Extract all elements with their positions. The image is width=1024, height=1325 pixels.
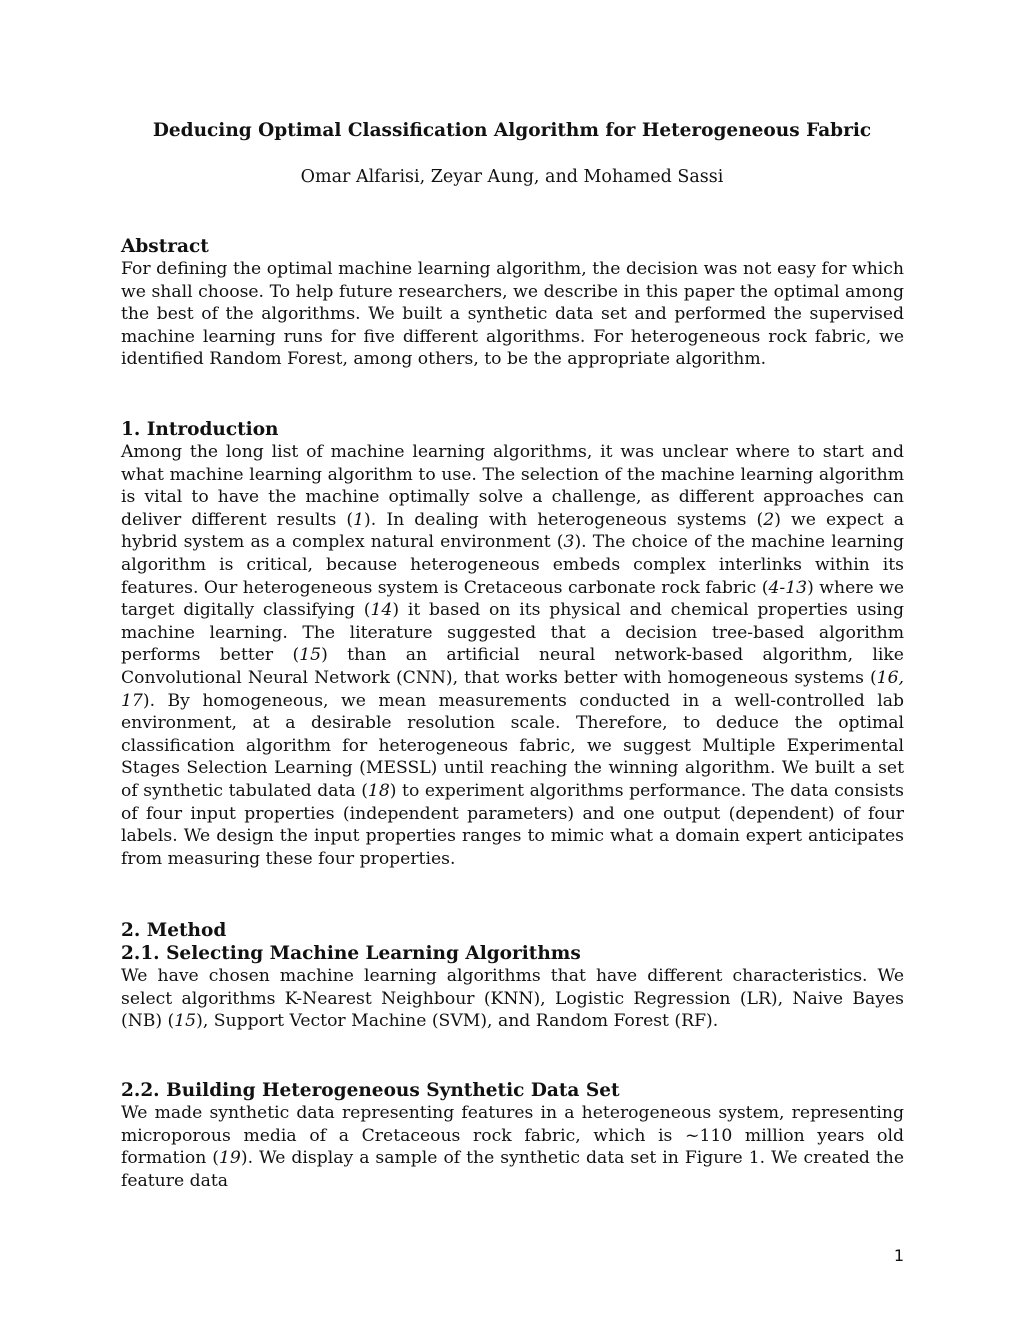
citation: 3	[563, 532, 575, 553]
subsection-heading-2-2: 2.2. Building Heterogeneous Synthetic Data Set	[121, 1080, 620, 1101]
subsection-text-2-1	[121, 965, 904, 1033]
text-run: ) than an artificial neural network-based algorithm, like Convolutional Neural Network (CNN), that works better with homogeneous systems (	[121, 645, 904, 688]
introduction-heading: 1. Introduction	[121, 419, 279, 440]
method-heading: 2. Method	[121, 920, 227, 941]
citation: 15	[174, 1011, 197, 1032]
text-run: ), Support Vector Machine (SVM), and Random Forest (RF).	[196, 1011, 719, 1032]
method-section	[121, 919, 904, 1033]
text-run: ). The choice of the machine learning algorithm is critical, because heterogeneous embeds complex interlinks within its features. Our heterogeneous system is Cretaceous carbonate rock fabric (	[121, 532, 904, 598]
citation: 15	[299, 645, 322, 666]
citation: 2	[763, 509, 775, 530]
text-run: ) to experiment algorithms performance. The data consists of four input properties (independent parameters) and one output (dependent) of four labels. We design the input properties ranges to mimic what a domain expert anticipates from measuring these four properties.	[121, 780, 904, 869]
introduction-section	[121, 418, 904, 870]
citation: 19	[218, 1148, 241, 1169]
text-run: ). We display a sample of the synthetic data set in Figure 1. We created the feature data	[121, 1148, 904, 1191]
subsection-heading-2-1: 2.1. Selecting Machine Learning Algorithms	[121, 943, 581, 964]
text-run: We have chosen machine learning algorithms that have different characteristics. We select algorithms K-Nearest Neighbour (KNN), Logistic Regression (LR), Naive Bayes (NB) (	[121, 966, 904, 1032]
text-run: ) where we target digitally classifying (	[121, 577, 904, 621]
text-run: ). In dealing with heterogeneous systems (	[364, 509, 764, 530]
citation: 1	[353, 509, 365, 530]
paper-title: Deducing Optimal Classification Algorithm for Heterogeneous Fabric	[152, 120, 872, 141]
page-number: 1	[893, 1246, 904, 1265]
subsection-text-2-2	[121, 1102, 904, 1192]
subsection-2-2	[121, 1079, 904, 1192]
paper-authors: Omar Alfarisi, Zeyar Aung, and Mohamed Sassi	[300, 167, 724, 187]
introduction-text	[121, 441, 904, 870]
citation: 18	[367, 780, 390, 801]
text-run: Among the long list of machine learning algorithms, it was unclear where to start and what machine learning algorithm to use. The selection of the machine learning algorithm is vital to have the machine optimally solve a challenge, as different approaches can deliver different results (	[121, 442, 904, 530]
abstract-section	[121, 235, 904, 371]
abstract-heading: Abstract	[121, 236, 209, 257]
text-run: We made synthetic data representing features in a heterogeneous system, representing microporous media of a Cretaceous rock fabric, which is ~110 million years old formation (	[121, 1103, 904, 1169]
citation: 14	[370, 600, 393, 621]
text-run: ) it based on its physical and chemical properties using machine learning. The literature suggested that a decision tree-based algorithm performs better (	[121, 600, 904, 666]
abstract-text: For defining the optimal machine learning algorithm, the decision was not easy for which we shall choose. To help future researchers, we describe in this paper the optimal among the best of the algorithms. We built a synthetic data set and performed the supervised machine learning runs for five different algorithms. For heterogeneous rock fabric, we identified Random Forest, among others, to be the appropriate algorithm.	[121, 259, 904, 370]
citation: 16, 17	[121, 667, 904, 711]
text-run: ) we expect a hybrid system as a complex natural environment (	[121, 509, 904, 553]
citation: 4-13	[768, 577, 808, 598]
text-run: ). By homogeneous, we mean measurements conducted in a well-controlled lab environment, at a desirable resolution scale. Therefore, to deduce the optimal classification algorithm for heterogeneous fabric, we suggest Multiple Experimental Stages Selection Learning (MESSL) until reaching the winning algorithm. We built a set of synthetic tabulated data (	[121, 690, 904, 801]
